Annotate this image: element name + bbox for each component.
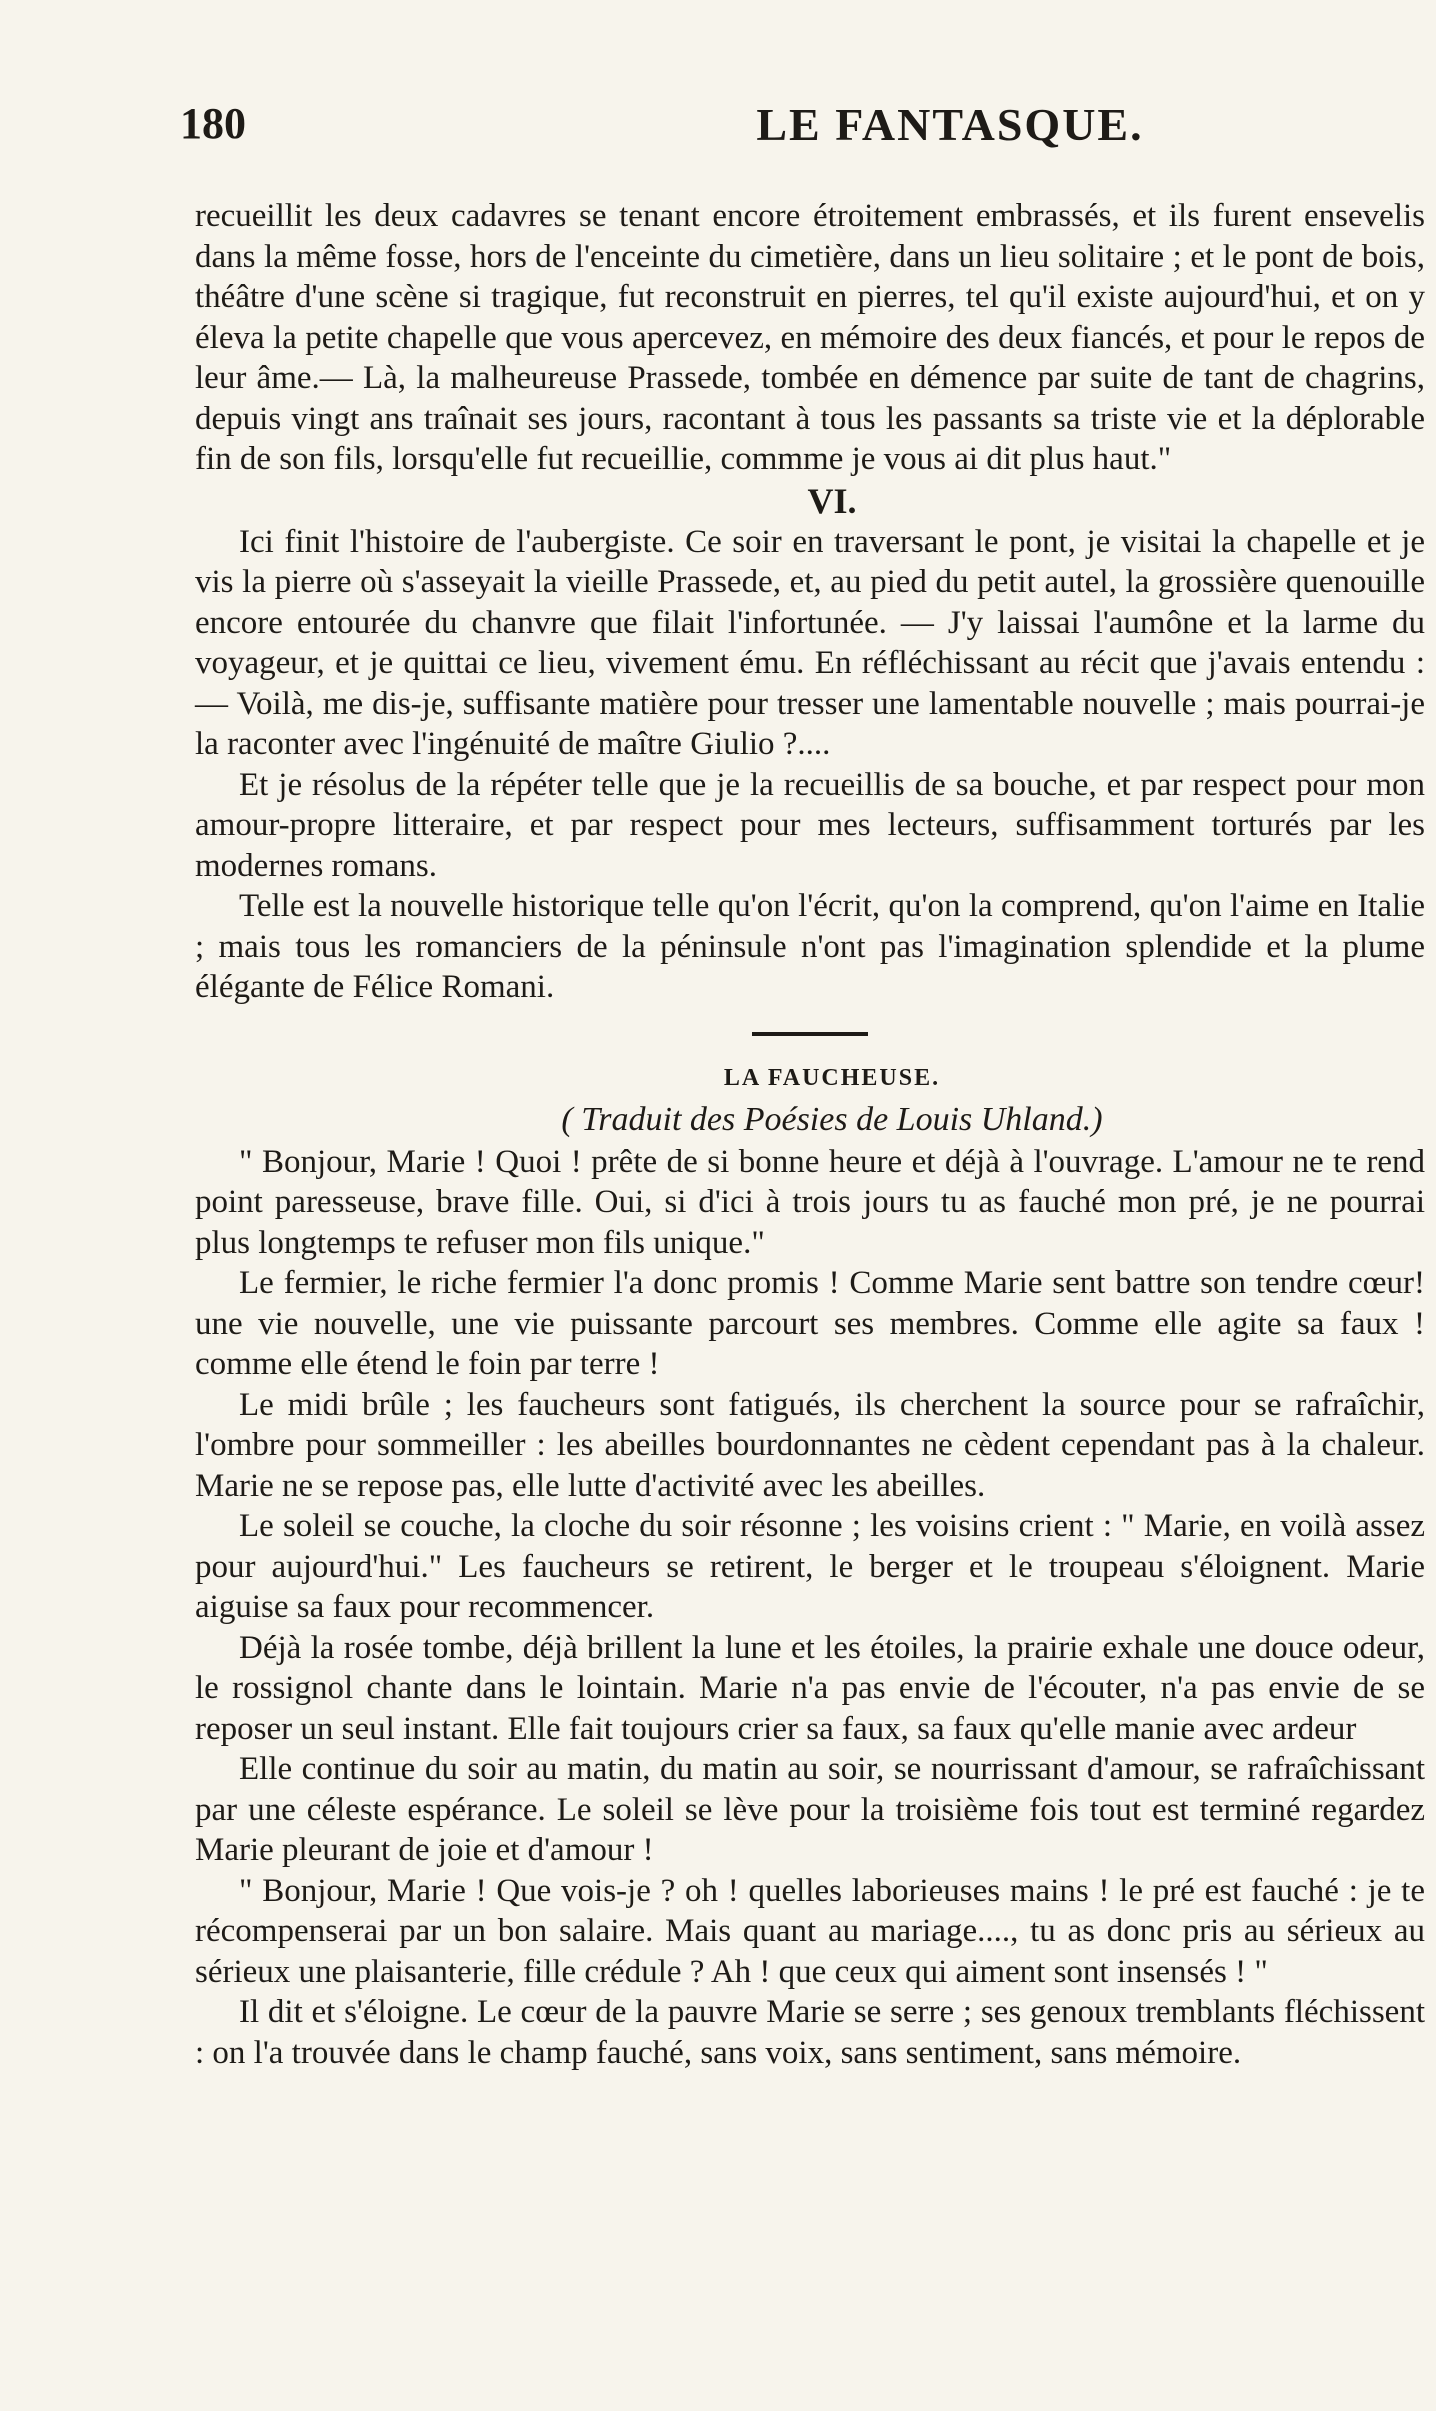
story-paragraph: Ici finit l'histoire de l'aubergiste. Ce soir en traversant le pont, je visitai la chapelle et je vis la pierre où s'asseyait la vieille Prassede, et, au pied du petit autel, la grossière quenouille encore entourée du chanvre que filait l'infortunée. — J'y laissai l'aumône et la larme du voyageur, et je quittai ce lieu, vivement ému. En réfléchissant au récit que j'avais entendu :— Voilà, me dis-je, suffisante matière pour tresser une lamentable nouvelle ; mais pourrai-je la raconter avec l'ingénuité de maître Giulio ?.... <box>195 523 1425 762</box>
poem-paragraph: " Bonjour, Marie ! Quoi ! prête de si bonne heure et déjà à l'ouvrage. L'amour ne te rend point paresseuse, brave fille. Oui, si d'ici à trois jours tu as fauché mon pré, je ne pourrai plus longtemps te refuser mon fils unique." <box>195 1143 1425 1261</box>
story-paragraph: Telle est la nouvelle historique telle qu'on l'écrit, qu'on la comprend, qu'on l'aime en Italie ; mais tous les romanciers de la péninsule n'ont pas l'imagination splendide et la plume élégante de Félice Romani. <box>195 888 1425 1005</box>
poem-title: LA FAUCHEUSE. <box>723 1064 941 1091</box>
poem-paragraph: " Bonjour, Marie ! Que vois-je ? oh ! quelles laborieuses mains ! le pré est fauché : je te récompenserai par un bon salaire. Mais quant au mariage...., tu as donc pris au sérieux au sérieux une plaisanterie, fille crédule ? Ah ! que ceux qui aiment sont insensés ! " <box>195 1872 1425 1990</box>
running-title: LE FANTASQUE. <box>756 99 1144 150</box>
story-paragraph: Et je résolus de la répéter telle que je la recueillis de sa bouche, et par respect pour mon amour-propre litteraire, et par respect pour mes lecteurs, suffisamment torturés par les modernes romans. <box>195 766 1425 884</box>
poem-paragraph: Déjà la rosée tombe, déjà brillent la lune et les étoiles, la prairie exhale une douce odeur, le rossignol chante dans le lointain. Marie n'a pas envie de l'écouter, n'a pas envie de se reposer un seul instant. Elle fait toujours crier sa faux, sa faux qu'elle manie avec ardeur <box>195 1629 1425 1747</box>
story-closing-paragraph: recueillit les deux cadavres se tenant encore étroitement embrassés, et ils furent ensevelis dans la même fosse, hors de l'enceinte du cimetière, dans un lieu solitaire ; et le pont de bois, théâtre d'une scène si tragique, fut reconstruit en pierres, tel qu'il existe aujourd'hui, et on y éleva la petite chapelle que vous apercevez, en mémoire des deux fiancés, et pour le repos de leur âme.— Là, la malheureuse Prassede, tombée en démence par suite de tant de chagrins, depuis vingt ans traînait ses jours, racontant à tous les passants sa triste vie et la déplorable fin de son fils, lorsqu'elle fut recueillie, commme je vous ai dit plus haut." <box>195 198 1425 477</box>
poem-paragraph: Le soleil se couche, la cloche du soir résonne ; les voisins crient : " Marie, en voilà assez pour aujourd'hui." Les faucheurs se retirent, le berger et le troupeau s'éloignent. Marie aiguise sa faux pour recommencer. <box>195 1508 1425 1625</box>
poem-paragraph: Il dit et s'éloigne. Le cœur de la pauvre Marie se serre ; ses genoux tremblants fléchissent : on l'a trouvée dans le champ fauché, sans voix, sans sentiment, sans mémoire. <box>195 1994 1425 2071</box>
section-divider <box>752 1032 868 1036</box>
poem-paragraph: Le midi brûle ; les faucheurs sont fatigués, ils cherchent la source pour se rafraîchir, l'ombre pour sommeiller : les abeilles bourdonnantes ne cèdent cependant pas à la chaleur. Marie ne se repose pas, elle lutte d'activité avec les abeilles. <box>195 1386 1425 1504</box>
poem-paragraph: Le fermier, le riche fermier l'a donc promis ! Comme Marie sent battre son tendre cœur! une vie nouvelle, une vie puissante parcourt ses membres. Comme elle agite sa faux ! comme elle étend le foin par terre ! <box>195 1265 1425 1382</box>
section-heading: VI. <box>807 480 857 521</box>
poem-subtitle: ( Traduit des Poésies de Louis Uhland.) <box>561 1100 1103 1138</box>
page-body <box>195 196 1425 2073</box>
poem-paragraph: Elle continue du soir au matin, du matin au soir, se nourrissant d'amour, se rafraîchissant par une céleste espérance. Le soleil se lève pour la troisième fois tout est terminé regardez Marie pleurant de joie et d'amour ! <box>195 1751 1425 1868</box>
page-header <box>180 98 1430 158</box>
page-number: 180 <box>180 99 246 148</box>
